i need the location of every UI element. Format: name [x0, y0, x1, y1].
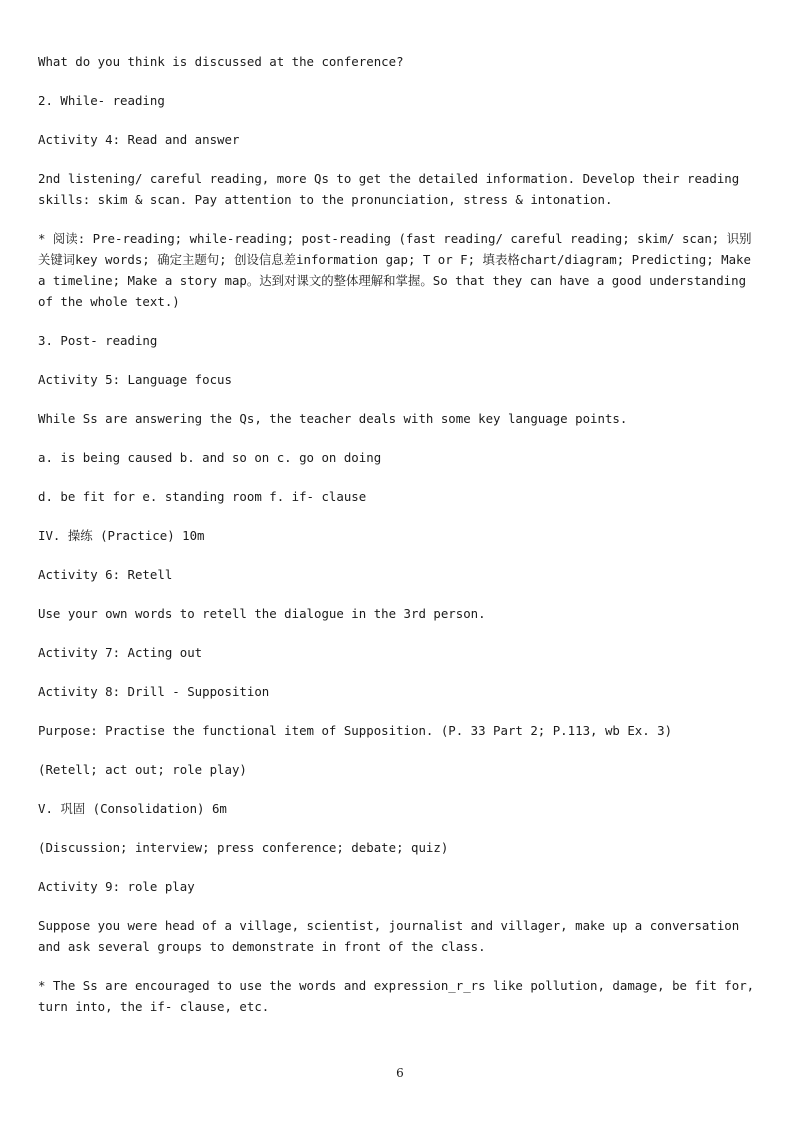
paragraph-careful-reading: 2nd listening/ careful reading, more Qs to get the detailed information. Develop their reading skills: skim & scan. Pay attention to the pronunciation, stress & intonation.: [38, 171, 740, 207]
section-heading-post-reading: 3. Post- reading: [38, 333, 158, 348]
paragraph-reading-strategies: * 阅读: Pre-reading; while-reading; post-reading (fast reading/ careful reading; skim/ scan; 识别关键词key words; 确定主题句; 创设信息差information gap; T or F; 填表格chart/diagram; Predicting; Make a timeline; Make a story map。达到对课文的整体理解和掌握。So that they can have a good understanding of the whole text.): [38, 231, 752, 309]
activity-6-heading: Activity 6: Retell: [38, 567, 173, 582]
language-points-list-2: d. be fit for e. standing room f. if- clause: [38, 489, 367, 504]
activity-4-heading: Activity 4: Read and answer: [38, 132, 240, 147]
section-heading-while-reading: 2. While- reading: [38, 93, 165, 108]
paragraph-retell-methods: (Retell; act out; role play): [38, 762, 247, 777]
document-body: [38, 51, 762, 1035]
section-heading-practice: IV. 操练 (Practice) 10m: [38, 528, 205, 543]
page-number: 6: [396, 1066, 404, 1080]
paragraph-retell: Use your own words to retell the dialogue in the 3rd person.: [38, 606, 486, 621]
activity-9-heading: Activity 9: role play: [38, 879, 195, 894]
paragraph-question: What do you think is discussed at the conference?: [38, 54, 404, 69]
language-points-list-1: a. is being caused b. and so on c. go on doing: [38, 450, 382, 465]
paragraph-role-play: Suppose you were head of a village, scientist, journalist and villager, make up a conversation and ask several groups to demonstrate in front of the class.: [38, 918, 740, 954]
section-heading-consolidation: V. 巩固 (Consolidation) 6m: [38, 801, 227, 816]
activity-7-heading: Activity 7: Acting out: [38, 645, 203, 660]
paragraph-purpose: Purpose: Practise the functional item of Supposition. (P. 33 Part 2; P.113, wb Ex. 3): [38, 723, 673, 738]
paragraph-consolidation-methods: (Discussion; interview; press conference; debate; quiz): [38, 840, 449, 855]
activity-5-heading: Activity 5: Language focus: [38, 372, 232, 387]
paragraph-encouragement: * The Ss are encouraged to use the words and expression_r_rs like pollution, damage, be fit for, turn into, the if- clause, etc.: [38, 978, 755, 1014]
activity-8-heading: Activity 8: Drill - Supposition: [38, 684, 270, 699]
paragraph-language-points: While Ss are answering the Qs, the teacher deals with some key language points.: [38, 411, 628, 426]
